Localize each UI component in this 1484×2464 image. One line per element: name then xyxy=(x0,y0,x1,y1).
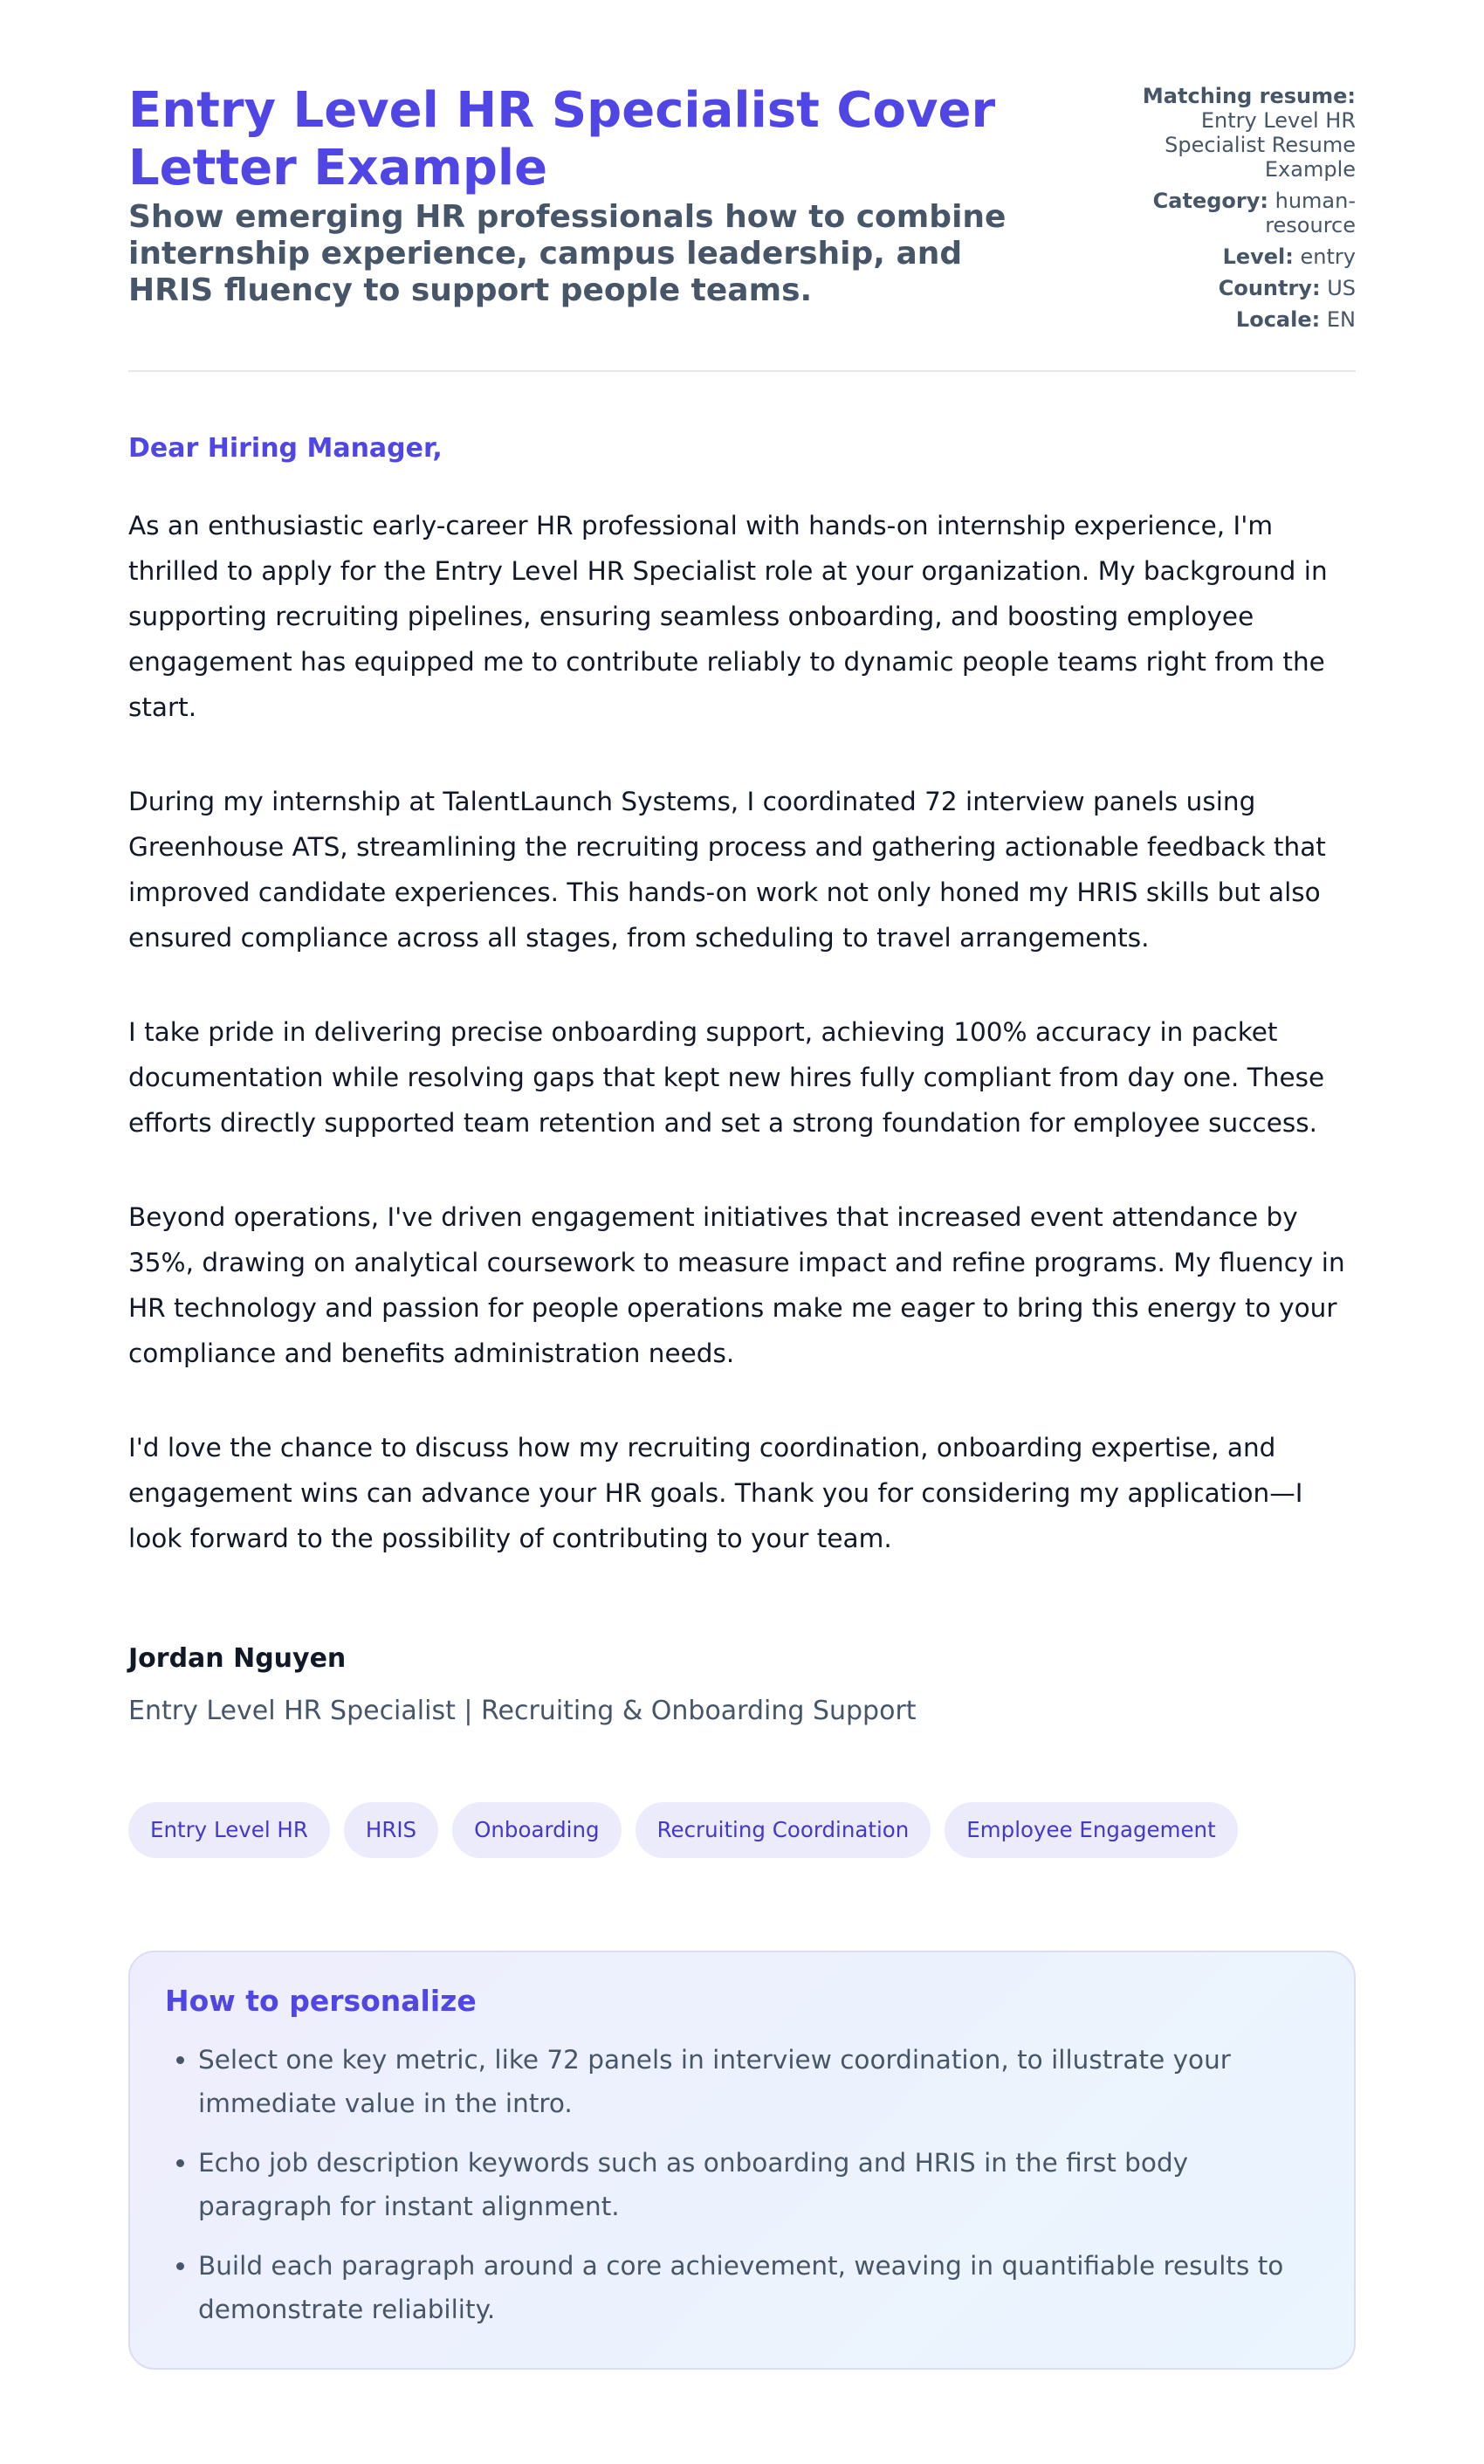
cover-letter-page xyxy=(128,0,1356,2448)
tips-list xyxy=(165,2038,1319,2331)
tag-chip[interactable]: Recruiting Coordination xyxy=(636,1802,931,1858)
meta-value: human-resource xyxy=(1265,189,1356,237)
meta-matching-resume xyxy=(1129,84,1356,182)
tag-chip[interactable]: HRIS xyxy=(344,1802,438,1858)
page-header xyxy=(128,82,1356,332)
letter-paragraph: During my internship at TalentLaunch Systems, I coordinated 72 interview panels using Greenhouse ATS, streamlining the recruiting process and gathering actionable feedback that improved candidate experiences. This hands-on work not only honed my HRIS skills but also ensured compliance across all stages, from scheduling to travel arrangements. xyxy=(128,787,1326,953)
tip-item: • Build each paragraph around a core achievement, weaving in quantifiable results to demonstrate reliability. xyxy=(198,2244,1319,2331)
letter-greeting: Dear Hiring Manager, xyxy=(128,433,443,464)
letter-paragraph: I take pride in delivering precise onboarding support, achieving 100% accuracy in packet documentation while resolving gaps that kept new hires fully compliant from day one. These efforts directly supported team retention and set a strong foundation for employee success. xyxy=(128,1017,1325,1138)
meta-value: Entry Level HR Specialist Resume Example xyxy=(1165,108,1356,182)
meta-value: EN xyxy=(1326,307,1356,332)
meta-label: Matching resume: xyxy=(1142,84,1356,108)
signature-block xyxy=(128,1643,1356,1727)
tag-chip[interactable]: Entry Level HR xyxy=(128,1802,330,1858)
meta-locale xyxy=(1129,307,1356,332)
personalize-tips-card xyxy=(128,1951,1356,2370)
meta-label: Category: xyxy=(1152,189,1268,213)
meta-panel xyxy=(1129,84,1356,332)
letter-paragraph: Beyond operations, I've driven engagement initiatives that increased event attendance by 35%, drawing on analytical coursework to measure impact and refine programs. My fluency in HR technology and passion for people operations make me eager to bring this energy to your compliance and benefits administration needs. xyxy=(128,1202,1345,1368)
meta-country xyxy=(1129,276,1356,300)
tag-chip[interactable]: Onboarding xyxy=(452,1802,621,1858)
letter-paragraph: I'd love the chance to discuss how my recruiting coordination, onboarding expertise, and engagement wins can advance your HR goals. Thank you for considering my application—I look forward to the possibility of contributing to your team. xyxy=(128,1433,1303,1553)
page-subtitle: Show emerging HR professionals how to combine internship experience, campus leadership, and HRIS fluency to support people teams. xyxy=(128,199,1007,308)
meta-value: entry xyxy=(1300,244,1356,269)
header-titles xyxy=(128,82,1036,309)
letter-body xyxy=(128,433,1356,1727)
tip-item: • Select one key metric, like 72 panels in interview coordination, to illustrate your immediate value in the intro. xyxy=(198,2038,1319,2125)
header-divider xyxy=(128,370,1356,372)
tag-list xyxy=(128,1802,1356,1858)
meta-label: Level: xyxy=(1222,244,1294,269)
meta-label: Country: xyxy=(1218,276,1321,300)
tip-item: • Echo job description keywords such as onboarding and HRIS in the first body paragraph for instant alignment. xyxy=(198,2141,1319,2228)
tips-title: How to personalize xyxy=(165,1984,477,2018)
page-title: Entry Level HR Specialist Cover Letter Example xyxy=(128,82,996,196)
letter-paragraph: As an enthusiastic early-career HR professional with hands-on internship experience, I'm thrilled to apply for the Entry Level HR Specialist role at your organization. My background in supporting recruiting pipelines, ensuring seamless onboarding, and boosting employee engagement has equipped me to contribute reliably to dynamic people teams right from the start. xyxy=(128,511,1328,722)
meta-level xyxy=(1129,244,1356,269)
meta-value: US xyxy=(1327,276,1356,300)
meta-label: Locale: xyxy=(1235,307,1321,332)
signature-name: Jordan Nguyen xyxy=(128,1643,347,1674)
meta-category xyxy=(1129,189,1356,237)
signature-title: Entry Level HR Specialist | Recruiting & Onboarding Support xyxy=(128,1696,917,1726)
tag-chip[interactable]: Employee Engagement xyxy=(945,1802,1237,1858)
